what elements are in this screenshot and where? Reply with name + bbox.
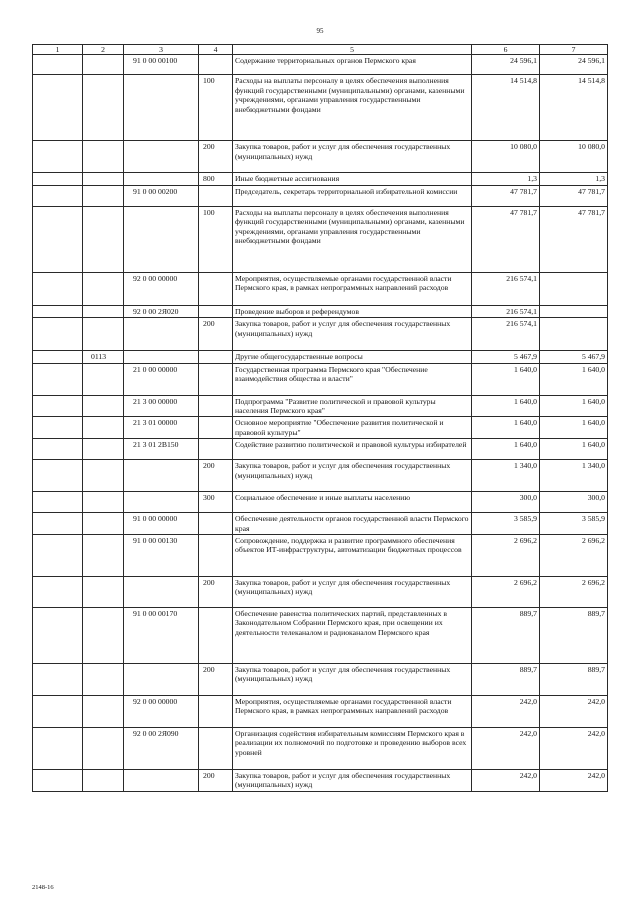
header-cell: 3 (124, 45, 199, 55)
section-code-cell (33, 75, 83, 141)
subsection-code-cell (83, 696, 124, 728)
item-name-cell: Мероприятия, осуществляемые органами государственной власти Пермского края, в рамках непрограммных направлений расходов (233, 272, 472, 305)
item-name-cell: Расходы на выплаты персоналу в целях обеспечения выполнения функций государственными (муниципальными) органами, казенными учреждениями, органами управления государственными внебюджетными фондами (233, 75, 472, 141)
target-article-cell (124, 206, 199, 272)
expense-type-cell (199, 608, 233, 664)
item-name-cell: Проведение выборов и референдумов (233, 305, 472, 317)
amount-year1-cell: 2 696,2 (472, 577, 540, 608)
amount-year1-cell: 3 585,9 (472, 513, 540, 535)
item-name-cell: Государственная программа Пермского края "Обеспечение взаимодействия общества и власти" (233, 363, 472, 395)
table-row (33, 513, 608, 535)
amount-year1-cell: 1 640,0 (472, 395, 540, 417)
table-row (33, 664, 608, 696)
section-code-cell (33, 318, 83, 351)
table-row (33, 55, 608, 75)
expense-type-cell (199, 439, 233, 460)
subsection-code-cell (83, 728, 124, 770)
target-article-cell: 91 0 00 00000 (124, 513, 199, 535)
subsection-code-cell (83, 395, 124, 417)
amount-year2-cell: 47 781,7 (540, 206, 608, 272)
header-cell: 2 (83, 45, 124, 55)
amount-year1-cell: 47 781,7 (472, 206, 540, 272)
subsection-code-cell (83, 305, 124, 317)
target-article-cell (124, 770, 199, 792)
table-row (33, 351, 608, 363)
amount-year2-cell: 3 585,9 (540, 513, 608, 535)
subsection-code-cell (83, 513, 124, 535)
table-row (33, 439, 608, 460)
amount-year2-cell (540, 305, 608, 317)
subsection-code-cell (83, 185, 124, 206)
target-article-cell (124, 318, 199, 351)
amount-year1-cell: 2 696,2 (472, 535, 540, 577)
amount-year1-cell: 1 340,0 (472, 460, 540, 492)
amount-year1-cell: 1 640,0 (472, 363, 540, 395)
table-row (33, 492, 608, 513)
expense-type-cell: 200 (199, 664, 233, 696)
target-article-cell: 92 0 00 2Я020 (124, 305, 199, 317)
item-name-cell: Основное мероприятие "Обеспечение развития политической и правовой культуры" (233, 417, 472, 439)
amount-year2-cell: 24 596,1 (540, 55, 608, 75)
target-article-cell: 21 3 00 00000 (124, 395, 199, 417)
amount-year1-cell: 1 640,0 (472, 417, 540, 439)
amount-year1-cell: 300,0 (472, 492, 540, 513)
section-code-cell (33, 206, 83, 272)
subsection-code-cell (83, 439, 124, 460)
expense-type-cell: 200 (199, 577, 233, 608)
expense-type-cell: 300 (199, 492, 233, 513)
amount-year2-cell (540, 272, 608, 305)
table-body (33, 55, 608, 791)
item-name-cell: Обеспечение равенства политических партий, представленных в Законодательном Собрании Пермского края, при освещении их деятельности телеканалом и радиоканалом Пермского края (233, 608, 472, 664)
subsection-code-cell (83, 55, 124, 75)
amount-year2-cell: 889,7 (540, 608, 608, 664)
subsection-code-cell (83, 417, 124, 439)
section-code-cell (33, 535, 83, 577)
amount-year2-cell: 5 467,9 (540, 351, 608, 363)
amount-year1-cell: 216 574,1 (472, 305, 540, 317)
target-article-cell (124, 141, 199, 173)
table-row (33, 535, 608, 577)
expense-type-cell (199, 417, 233, 439)
section-code-cell (33, 305, 83, 317)
expense-type-cell: 100 (199, 206, 233, 272)
subsection-code-cell (83, 206, 124, 272)
table-row (33, 318, 608, 351)
table-row (33, 75, 608, 141)
amount-year1-cell: 242,0 (472, 728, 540, 770)
amount-year2-cell: 1 640,0 (540, 417, 608, 439)
expense-type-cell: 200 (199, 460, 233, 492)
section-code-cell (33, 272, 83, 305)
target-article-cell: 92 0 00 2Я090 (124, 728, 199, 770)
table-row (33, 272, 608, 305)
table-row (33, 185, 608, 206)
section-code-cell (33, 460, 83, 492)
expense-type-cell (199, 55, 233, 75)
item-name-cell: Закупка товаров, работ и услуг для обеспечения государственных (муниципальных) нужд (233, 664, 472, 696)
target-article-cell: 91 0 00 00200 (124, 185, 199, 206)
item-name-cell: Содержание территориальных органов Пермского края (233, 55, 472, 75)
expense-type-cell: 200 (199, 770, 233, 792)
amount-year1-cell: 10 080,0 (472, 141, 540, 173)
amount-year1-cell: 242,0 (472, 770, 540, 792)
amount-year1-cell: 216 574,1 (472, 318, 540, 351)
amount-year1-cell: 47 781,7 (472, 185, 540, 206)
item-name-cell: Социальное обеспечение и иные выплаты населению (233, 492, 472, 513)
amount-year2-cell: 242,0 (540, 696, 608, 728)
subsection-code-cell (83, 363, 124, 395)
amount-year2-cell: 1 640,0 (540, 395, 608, 417)
section-code-cell (33, 417, 83, 439)
item-name-cell: Закупка товаров, работ и услуг для обеспечения государственных (муниципальных) нужд (233, 318, 472, 351)
item-name-cell: Сопровождение, поддержка и развитие программного обеспечения объектов ИТ-инфраструктуры, автоматизации бюджетных процессов (233, 535, 472, 577)
table-row (33, 395, 608, 417)
section-code-cell (33, 173, 83, 185)
item-name-cell: Мероприятия, осуществляемые органами государственной власти Пермского края, в рамках непрограммных направлений расходов (233, 696, 472, 728)
expense-type-cell: 200 (199, 318, 233, 351)
section-code-cell (33, 439, 83, 460)
section-code-cell (33, 351, 83, 363)
target-article-cell: 92 0 00 00000 (124, 696, 199, 728)
header-cell: 1 (33, 45, 83, 55)
item-name-cell: Расходы на выплаты персоналу в целях обеспечения выполнения функций государственными (муниципальными) органами, казенными учреждениями, органами управления государственными внебюджетными фондами (233, 206, 472, 272)
item-name-cell: Подпрограмма "Развитие политической и правовой культуры населения Пермского края" (233, 395, 472, 417)
page-number: 95 (316, 27, 324, 35)
table-row (33, 305, 608, 317)
target-article-cell (124, 492, 199, 513)
header-row (33, 45, 608, 55)
section-code-cell (33, 363, 83, 395)
target-article-cell (124, 664, 199, 696)
table-row (33, 141, 608, 173)
expense-type-cell (199, 395, 233, 417)
target-article-cell: 91 0 00 00170 (124, 608, 199, 664)
expense-type-cell (199, 351, 233, 363)
header-cell: 5 (233, 45, 472, 55)
amount-year1-cell: 14 514,8 (472, 75, 540, 141)
amount-year1-cell: 1 640,0 (472, 439, 540, 460)
item-name-cell: Закупка товаров, работ и услуг для обеспечения государственных (муниципальных) нужд (233, 577, 472, 608)
target-article-cell (124, 173, 199, 185)
section-code-cell (33, 728, 83, 770)
subsection-code-cell (83, 141, 124, 173)
section-code-cell (33, 395, 83, 417)
header-cell: 4 (199, 45, 233, 55)
expense-type-cell (199, 535, 233, 577)
amount-year2-cell: 242,0 (540, 770, 608, 792)
amount-year2-cell: 1,3 (540, 173, 608, 185)
item-name-cell: Иные бюджетные ассигнования (233, 173, 472, 185)
amount-year1-cell: 242,0 (472, 696, 540, 728)
table-row (33, 363, 608, 395)
section-code-cell (33, 492, 83, 513)
item-name-cell: Организация содействия избирательным комиссиям Пермского края в реализации их полномочий по подготовке и проведению выборов всех уровней (233, 728, 472, 770)
target-article-cell: 91 0 00 00100 (124, 55, 199, 75)
target-article-cell: 91 0 00 00130 (124, 535, 199, 577)
amount-year2-cell: 242,0 (540, 728, 608, 770)
item-name-cell: Председатель, секретарь территориальной избирательной комиссии (233, 185, 472, 206)
subsection-code-cell (83, 664, 124, 696)
subsection-code-cell: 0113 (83, 351, 124, 363)
section-code-cell (33, 770, 83, 792)
target-article-cell (124, 351, 199, 363)
footer-code: 2148-16 (32, 884, 54, 891)
amount-year2-cell: 889,7 (540, 664, 608, 696)
section-code-cell (33, 608, 83, 664)
expense-type-cell (199, 513, 233, 535)
amount-year2-cell: 14 514,8 (540, 75, 608, 141)
section-code-cell (33, 141, 83, 173)
item-name-cell: Закупка товаров, работ и услуг для обеспечения государственных (муниципальных) нужд (233, 770, 472, 792)
table-row (33, 728, 608, 770)
target-article-cell: 21 3 01 00000 (124, 417, 199, 439)
amount-year1-cell: 889,7 (472, 664, 540, 696)
subsection-code-cell (83, 460, 124, 492)
target-article-cell: 21 3 01 2В150 (124, 439, 199, 460)
amount-year1-cell: 1,3 (472, 173, 540, 185)
expense-type-cell: 100 (199, 75, 233, 141)
amount-year2-cell: 300,0 (540, 492, 608, 513)
table-row (33, 417, 608, 439)
expense-type-cell (199, 696, 233, 728)
amount-year1-cell: 5 467,9 (472, 351, 540, 363)
expense-type-cell (199, 272, 233, 305)
subsection-code-cell (83, 75, 124, 141)
target-article-cell (124, 460, 199, 492)
expense-type-cell (199, 305, 233, 317)
subsection-code-cell (83, 492, 124, 513)
expense-type-cell: 200 (199, 141, 233, 173)
amount-year1-cell: 24 596,1 (472, 55, 540, 75)
table-row (33, 173, 608, 185)
section-code-cell (33, 513, 83, 535)
section-code-cell (33, 664, 83, 696)
section-code-cell (33, 577, 83, 608)
item-name-cell: Закупка товаров, работ и услуг для обеспечения государственных (муниципальных) нужд (233, 460, 472, 492)
amount-year1-cell: 216 574,1 (472, 272, 540, 305)
table-row (33, 696, 608, 728)
section-code-cell (33, 55, 83, 75)
item-name-cell: Содействие развитию политической и правовой культуры избирателей (233, 439, 472, 460)
subsection-code-cell (83, 770, 124, 792)
amount-year2-cell: 2 696,2 (540, 577, 608, 608)
subsection-code-cell (83, 173, 124, 185)
table-row (33, 608, 608, 664)
table-row (33, 770, 608, 792)
expense-type-cell (199, 728, 233, 770)
expense-type-cell: 800 (199, 173, 233, 185)
amount-year2-cell (540, 318, 608, 351)
subsection-code-cell (83, 272, 124, 305)
target-article-cell: 92 0 00 00000 (124, 272, 199, 305)
subsection-code-cell (83, 535, 124, 577)
expense-type-cell (199, 363, 233, 395)
amount-year2-cell: 1 640,0 (540, 439, 608, 460)
item-name-cell: Закупка товаров, работ и услуг для обеспечения государственных (муниципальных) нужд (233, 141, 472, 173)
expense-type-cell (199, 185, 233, 206)
header-cell: 7 (540, 45, 608, 55)
amount-year2-cell: 10 080,0 (540, 141, 608, 173)
subsection-code-cell (83, 318, 124, 351)
header-cell: 6 (472, 45, 540, 55)
table-row (33, 577, 608, 608)
section-code-cell (33, 696, 83, 728)
amount-year2-cell: 47 781,7 (540, 185, 608, 206)
amount-year1-cell: 889,7 (472, 608, 540, 664)
item-name-cell: Обеспечение деятельности органов государственной власти Пермского края (233, 513, 472, 535)
budget-table (32, 44, 608, 792)
section-code-cell (33, 185, 83, 206)
target-article-cell (124, 75, 199, 141)
subsection-code-cell (83, 608, 124, 664)
amount-year2-cell: 1 640,0 (540, 363, 608, 395)
subsection-code-cell (83, 577, 124, 608)
amount-year2-cell: 1 340,0 (540, 460, 608, 492)
table-row (33, 206, 608, 272)
target-article-cell (124, 577, 199, 608)
table-row (33, 460, 608, 492)
item-name-cell: Другие общегосударственные вопросы (233, 351, 472, 363)
amount-year2-cell: 2 696,2 (540, 535, 608, 577)
target-article-cell: 21 0 00 00000 (124, 363, 199, 395)
